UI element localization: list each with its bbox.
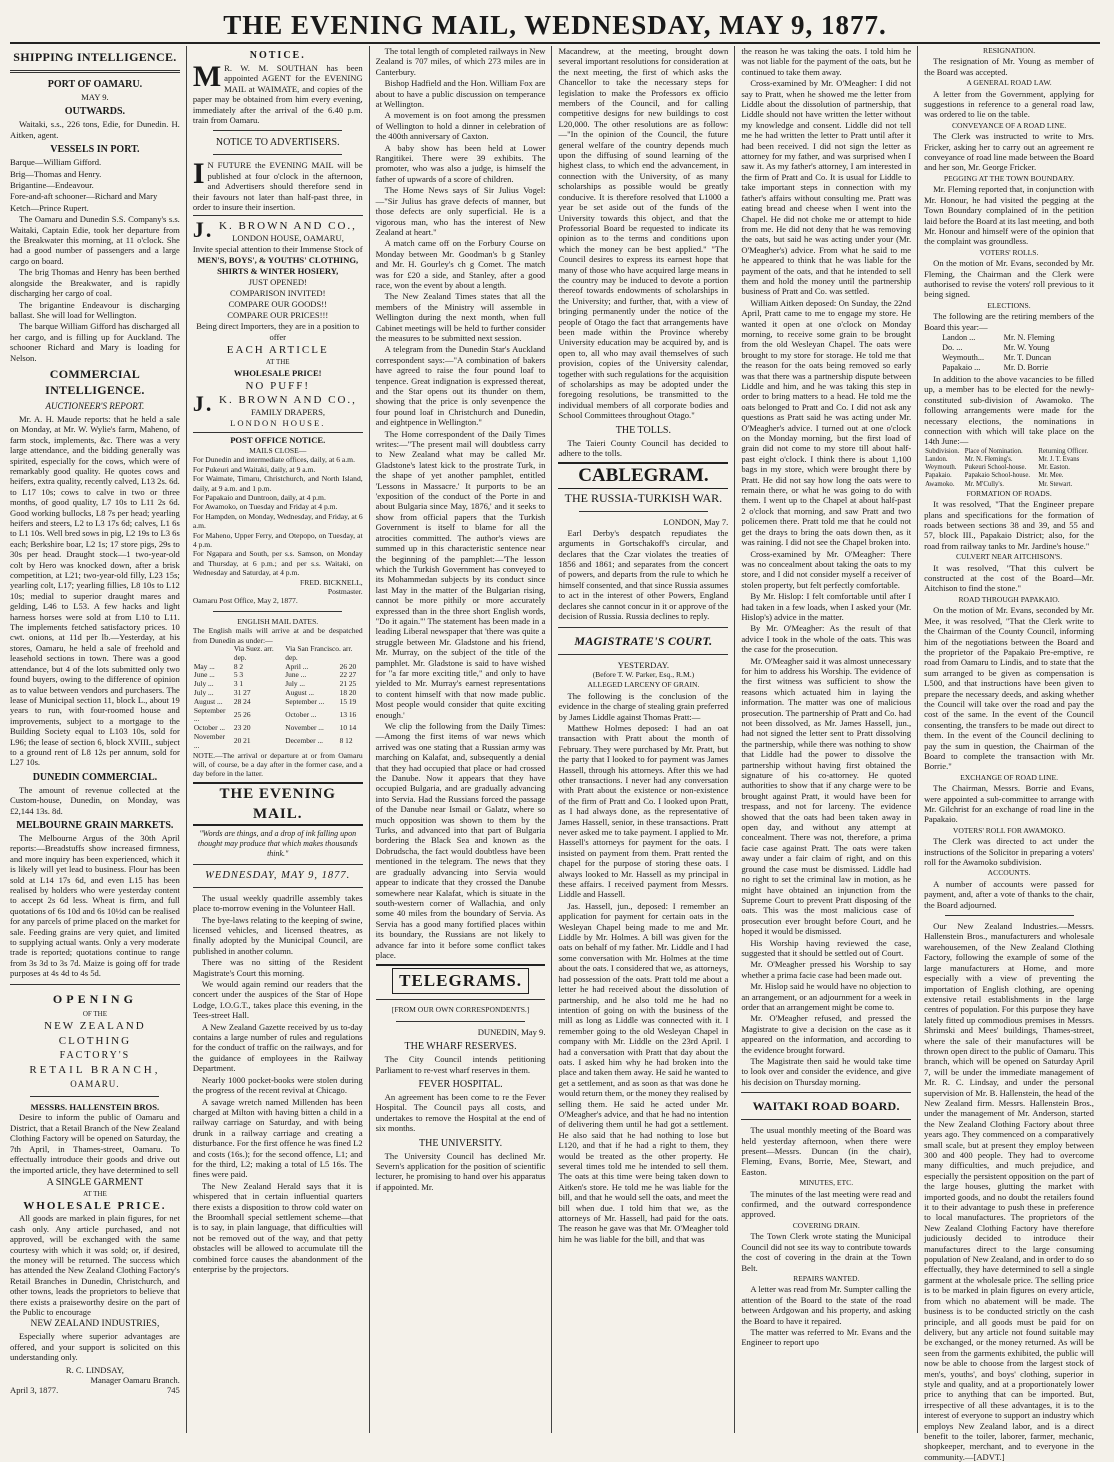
column-4 [551,46,734,1433]
dunedin-commercial-text: The amount of revenue collected at the Custom-house, Dunedin, on Monday, was £2,144 13s. 8d. [10,784,180,816]
retiring-members-table [941,333,1077,373]
awamoko-text: The Clerk was directed to act under the instructions of the Solicitor in preparing a voters' roll for the Awamoko subdivision. [924,836,1094,868]
elections-text: The following are the retiring members of the Board this year:— [924,311,1094,332]
table-cell: Papakaio School-house. [964,472,1031,480]
table-header-row [924,448,1094,456]
ad-number: 745 [166,1385,180,1396]
single-garment: A SINGLE GARMENT [46,1176,144,1188]
evening-mail-quote: "Words are things, and a drop of ink falling upon thought may produce that which makes thousands think." [197,828,358,858]
table-header: Subdivision. [925,447,960,455]
news-paragraph: The usual weekly quadrille assembly takes place to-morrow evening in the Volunteer Hall. [192,892,363,914]
table-cell: Landon. [925,456,948,464]
table-cell: 26 20 [339,661,357,671]
column-5 [734,46,917,1433]
auctioneer-heading: AUCTIONEER'S REPORT. [45,400,145,411]
table-cell: Do. ... [942,342,963,352]
resignation-heading: RESIGNATION. [983,46,1036,55]
shipping-paragraph: The brig Thomas and Henry has been berthed alongside the Breakwater, and is rapidly discharging her cargo of coal. [10,267,180,299]
wharf-text: The City Council intends petitioning Parliament to re-vest wharf reserves in them. [375,1054,546,1075]
wharf-heading: THE WHARF RESERVES. [404,1041,517,1053]
table-cell: 22 27 [339,670,357,680]
papakaio-text: On the motion of Mr. Evans, seconded by Mr. Mee, it was resolved, "That the Clerk write to the Chairman of the County Council, informing him of the negotiations between the Board and the proprietor of the Papakaio Pre-emptive, re road from Oamaru to Lindis, and to state that the sum arranged to be given as compensation is L500, and that instructions have been given to prepare the necessary deeds, and asking whether the Council will take over the road and pay the cost of the same. In the event of the Council consenting, the transfers to be made out direct to them. In the event of the Council declining to pay the sum in question, the Chairman of the Board to complete the transaction with Mr. Borrie." [924,605,1094,772]
brown-line: JUST OPENED! [248,277,307,288]
table-row [193,663,363,672]
table-cell: 20 21 [233,736,251,746]
table-row [941,343,1077,353]
brown-line: EACH ARTICLE [226,344,329,357]
news-paragraph: The New Zealand Times states that all the members of the Ministry will assemble in Wellington during the next month, when full Cabinet meetings will be held to further consider the measures to be submitted next session. [375,291,546,343]
table-header-row [193,645,363,663]
mail-item: For Waimate, Timaru, Christchurch, and North Island, daily, at 9 a.m. and 1 p.m. [192,474,363,493]
table-cell: Awamoko. [925,480,955,488]
table-cell: Landon ... [942,332,976,342]
table-cell: 8 2 [233,661,244,671]
war-heading: THE RUSSIA-TURKISH WAR. [564,491,723,506]
polling-table [924,448,1094,489]
accounts-heading: ACCOUNTS. [987,868,1031,878]
court-paragraph: Cross-examined by Mr. O'Meagher: There was no concealment about taking the oats to my store, and I did not consider myself a receiver of stolen property, but felt perfectly comfortable. [741,548,912,590]
mails-close: MAILS CLOSE— [249,445,307,455]
brown-line: COMPARE OUR GOODS!! [228,299,327,310]
opening-line: RETAIL BRANCH, [29,1064,161,1077]
table-cell: September ... [285,696,325,706]
exchange-text: The Chairman, Messrs. Borrie and Evans, were appointed a sub-committee to arrange with Mr. Gilchrist for an exchange of road line in the Papakaio. [924,783,1094,825]
brown-line: COMPARISON INVITED! [230,288,326,299]
table-cell: April ... [285,661,309,671]
exchange-heading: EXCHANGE OF ROAD LINE. [960,772,1058,782]
wholesale-price: WHOLESALE PRICE. [23,1200,167,1213]
mail-dates [193,617,363,645]
vessel-item: Ketch—Prince Rupert. [10,202,89,213]
fever-heading: FEVER HOSPITAL. [418,1078,503,1090]
brown-line: Invite special attention to their Immense Stock of [192,244,363,255]
table-cell: November ... [285,723,324,733]
mail-item: For Awamoko, on Tuesday and Friday at 4 p.m. [192,502,338,512]
table-cell: Mr. Mee. [1038,472,1064,480]
notice-heading: NOTICE. [249,50,306,61]
brown-line: AT THE [265,358,290,367]
table-cell: Papakaio ... [942,362,981,372]
mail-item: For Ngapara and South, per s.s. Samson, on Monday and Thursday, at 6 p.m.; and per s.s. Waitaki, on Wednesday and Saturday, at 4 p.m. [192,549,363,578]
university-text: The University Council has declined Mr. Severn's application for the position of scientific lecturer, he promising to hand over his apparatus if appointed. Mr. [375,1150,546,1192]
brown-line: LONDON HOUSE, OAMARU, [232,233,344,244]
column-1 [10,46,186,1433]
table-cell: 5 3 [233,670,244,680]
table-cell: October ... [193,723,226,733]
table-cell: Weymouth. [925,464,957,472]
court-subheading: YESTERDAY. [617,659,670,670]
court-paragraph: William Aitken deposed: On Sunday, the 22nd April, Pratt came to me to engage my store. He wanted it open at one o'clock on Monday morning, to receive some grain to be brought from the old Wesleyan Chapel. The oats were brought to my store for storage. He told me that the reason for the oats being removed so early was that there was a partnership dispute between Liddle and him, and he was taking this step in order to bring matters to a head. He told me the oats belonged to Pratt and Co. I did not ask any questions as Pratt said he was acting under Mr. O'Meagher's advice. I turned out at one o'clock on the Monday morning, but the first load of grain did not come to my store till about half-past eight o'clock. I think there is about 1,100 bags in my store, which were brought there by Pratt. He did not say how long the oats were to remain there, or what he was going to do with them. I went up to the Chapel at about half-past 2 o'clock that morning, and saw Pratt and two policemen there. Pratt told me that he could not get the drays to bring the oats down then, as it was raining. I did not see the Chapel broken into. [741,297,912,548]
court-paragraph: The following is the conclusion of the evidence in the charge of stealing grain preferred by James Liddle against Thomas Pratt:— [558,690,729,722]
hallenstein-heading: MESSRS. HALLENSTEIN BROS. [30,1102,160,1113]
mail-item: For Hampden, on Monday, Wednesday, and Friday, at 6 a.m. [192,511,363,531]
drain-heading: COVERING DRAIN. [792,1220,860,1230]
brown-line: FAMILY DRAPERS, [250,407,326,418]
ad-date: April 3, 1877. [10,1385,59,1396]
outwards-text: Waitaki, s.s., 226 tons, Edie, for Dunedin. H. Aitken, agent. [10,119,180,140]
court-paragraph: Mr. O'Meagher pressed his Worship to say whether a prima facie case had been made out. [741,959,912,980]
conveyance-text: The Clerk was instructed to write to Mrs. Fricker, asking her to carry out an agreement re conveyance of road line made between the Board and her son, Mr. George Fricker. [924,131,1094,173]
news-paragraph: A telegram from the Dunedin Star's Auckland correspondent says:—"A combination of bakers have agreed to raise the four pound loaf to tenpence. Great indignation is expressed thereat, and the Star opens out its thunder on them, showing that the price is only sevenpence the four pound loaf in Christchurch and Dunedin, and eightpence in Wellington." [375,344,546,428]
formation-text: It was resolved, "That the Engineer prepare plans and specifications for the formation of roads between sections 38 and 39, and 55 and 57, block III., Papakaio District; also, for the road from railway tanks to Mr. Jardine's house." [924,499,1094,551]
divider [10,70,180,73]
repairs-text: A letter was read from Mr. Sumpter calling the attention of the Board to the state of the road between Ardgowan and his property, and asking the Board to have it repaired. [741,1284,912,1326]
news-paragraph: Bishop Hadfield and the Hon. William Fox are about to have a public discussion on temperance at Wellington. [375,78,546,110]
vessel-item: Brig—Thomas and Henry. [10,168,102,179]
table-row [193,680,363,689]
divider [213,611,342,612]
court-paragraph: Jas. Hassell, jun., deposed: I remember an application for payment for certain oats in the Wesleyan Chapel being made to me and Mr. Liddle by Mr. Holmes. A bill was given for the oats on behalf of my father. Mr. Liddle and I had some conversation with Mr. Holmes at the time about the oats. I considered that we, as attorneys, had possession of the oats. Pratt told me about a letter he had received about the dissolution of partnership, and he also told me he had no intention of going on with the business of the mill as long as Liddle was connected with it. I remember going to the old Wesleyan Chapel in company with Mr. Liddle on the 23rd April. I had a conversation with Pratt that day about the oats. I asked him why he had broken into the place and taken them away. He said he wanted to get a settlement, and as soon as that was done he would return them, or the money they realised by selling them. He said he acted under Mr. O'Meagher's advice, and that he had no intention of delivering them until he had got a settlement. He also said that he had nothing to lose but L120, and that if he had a right to them, they would be treated as the other property. He several times told me he intended to sell them. The oats at this time were being taken down to Aitken's store. He told me he was liable for the bill, and that he would sell the oats, and meet the bill when due. I told him that we, as the attorneys of Mr. Hassell, had paid for the oats. The reason he gave was that Mr. O'Meagher told him he was liable for the bill, and that was [558,900,729,1244]
news-paragraph: A New Zealand Gazette received by us to-day contains a large number of rules and regulations for the conduct of traffic on the railways, and for the guidance of employees in the Railway Department. [192,1021,363,1074]
repairs-heading: REPAIRS WANTED. [793,1273,860,1283]
news-paragraph: A savage wretch named Millenden has been charged at Milton with having bitten a child in a railway carriage on Saturday, and with being drunk in a railway carriage and creating a disturbance. For the first offence he was fined L2 and costs (16s.); for the second offence, L1; and for the third, L2; making a total of L5 16s. The fines were paid. [192,1096,363,1180]
table-cell: Mr. J. T. Evans [1038,456,1080,464]
ad-signature: R. C. LINDSAY, [65,1364,124,1375]
table-row [924,472,1094,480]
shipping-paragraph: The Oamaru and Dunedin S.S. Company's s.s. Waitaki, Captain Edie, took her departure from the Breakwater this morning, at 11 o'clock. She had a good number of passengers and a large cargo on board. [10,214,180,266]
news-paragraph: There was no sitting of the Resident Magistrate's Court this morning. [192,957,363,978]
mail-dates-body [193,663,363,751]
column-6 [917,46,1100,1462]
court-paragraph: the reason he was taking the oats. I told him he was not liable for the payment of the oats, but he continued to take them away. [741,46,912,77]
drain-text: The Town Clerk wrote stating the Municipal Council did not see its way to contribute towards the cost of covering in the drain at the Town Belt. [741,1231,912,1273]
tolls-text: The Taieri County Council has decided to adhere to the tolls. [558,437,729,459]
news-paragraph: Nearly 1000 pocket-books were stolen during the progress of the recent revival at Chicago. [192,1074,363,1096]
vessels-heading: VESSELS IN PORT. [50,144,140,156]
postmaster-name: FRED. BICKNELL, [300,577,363,587]
superior-text: Especially where superior advantages are offered, and your support is solicited on this understanding only. [10,1331,180,1363]
table-cell: 21 25 [339,679,357,689]
table-cell: 8 12 [339,736,353,746]
advertisers-heading: NOTICE TO ADVERTISERS. [215,137,340,149]
shipping-heading: SHIPPING INTELLIGENCE. [13,50,177,64]
grain-markets-text: The Melbourne Argus of the 30th April reports:—Breadstuffs show increased firmness, and more inquiry has been experienced, which it is likely will yet lead to business. Flour has been sold at L14 17s 6d, and even L15 has been realised by holders who were yesterday content to accept 2s 6d less. Wheat is firm, and full quotations of 6s 10d and 6s 10½d can be realised for any parcels of prime placed on the market for sale. Feeding grains are very quiet, and limited to supplying actual wants. Only a very moderate trade is reported; quotations continue to range from 3s 3d to 3s 7d. Maize is going off for trade purposes at 4s 4d to 4s 5d. [10,832,180,979]
table-cell: 10 14 [339,723,357,733]
table-cell: Mr. M'Cully's. [964,480,1004,488]
table-cell: Mr. T. Duncan [1003,352,1052,362]
table-row [193,733,363,751]
table-cell: Mr. W. Young [1003,342,1050,352]
brown-advertisement [193,215,363,433]
table-cell: July ... [193,687,214,697]
court-before: (Before T. W. Parker, Esq., R.M.) [592,669,695,679]
mail-item: For Papakaio and Duntroon, daily, at 4 p.m. [192,492,326,502]
news-paragraph: We would again remind our readers that the concert under the auspices of the Star of Hope Lodge, I.O.G.T., takes place this evening, in the Tees-street Hall. [192,979,363,1021]
divider [579,511,708,512]
hallenstein-text: Desire to inform the public of Oamaru and District, that a Retail Branch of the New Zealand Clothing Factory will be opened on Saturday, the 7th April, in Thames-street, Oamaru. To effectually introduce their goods and drive out the imported article, they have determined to sell [10,1112,180,1175]
outwards-heading: OUTWARDS. [64,106,126,118]
court-paragraph: The Magistrate then said he would take time to look over and consider the evidence, and give his decision on Thursday morning. [741,1056,912,1087]
table-cell: November ... [193,731,226,750]
court-paragraph: Cross-examined by Mr. O'Meagher: I did not say to Pratt, when he showed me the letter from Liddle about the dissolution of partnership, that Liddle should not have written the letter without my knowledge and consent. Liddle did not tell me he had written the letter to Pratt until after it had been received. I did not sign the letter as attorney for my father, and was surprised when I saw it. As my father's attorney, I am interested in the firm of Pratt and Co. It is usual for Liddle to take important steps in connection with my father's affairs without consulting me. Pratt was eating bread and cheese when I went into the Chapel. He did not choke me or attempt to hide from me. He did not deny that he was removing the oats, but said he was acting under your (Mr. O'Meagher's) advice. From what he said to me he appeared to think that he was liable for the payment of the oats, and that he intended to sell them and hold the money until the partnership business of Pratt and Co. was settled. [741,78,912,297]
nz-industries: NEW ZEALAND INDUSTRIES, [30,1319,160,1330]
minutes-heading: MINUTES, ETC. [799,1178,854,1188]
commercial-heading: COMMERCIAL INTELLIGENCE. [45,366,145,397]
postmaster-role: Postmaster. [327,586,363,596]
table-cell: July ... [193,679,214,689]
voters-heading: VOTERS' ROLLS. [979,247,1039,257]
table-cell: October ... [285,709,317,719]
vessel-item: Fore-and-aft schooner—Richard and Mary [10,191,158,202]
road-law-text: A letter from the Government, applying for suggestions in reference to a general road law, was ordered to lie on the table. [924,88,1094,120]
table-cell: Papakaio. [925,472,952,480]
table-cell: Pukeuri School-house. [964,464,1027,472]
news-paragraph: The bye-laws relating to the keeping of swine, licensed vehicles, and licensed theatres, as finally adopted by the Municipal Council, are published in another column. [192,914,363,956]
news-paragraph: The Home News says of Sir Julius Vogel:—"Sir Julius has grave defects of manner, but those defects are only superficial. He is a vigorous man, who has the interest of New Zealand at heart." [375,185,546,237]
repairs-text: The matter was referred to Mr. Evans and the Engineer to report upo [741,1326,912,1348]
table-header: Via Suez. arr. dep. [233,644,274,662]
formation-heading: FORMATION OF ROADS. [966,488,1052,498]
ad-footer [10,1385,180,1395]
brown-line: NO PUFF! [245,380,311,393]
shipping-paragraph: The brigantine Endeavour is discharging ballast. She will load for Wellington. [10,299,180,320]
table-header: Place of Nomination. [964,447,1023,455]
court-heading: MAGISTRATE'S COURT. [574,633,713,648]
brown-line: SHIRTS & WINTER HOSIERY, [217,266,339,277]
table-row [193,707,363,725]
table-cell: August ... [193,696,223,706]
auctioneer-report: Mr. A. H. Maude reports: that he held a sale on Monday, at Mr. W. Wylie's farm, Maheno, of farm stock, implements, &c. There was a very large attendance, and the bidding generally was spirited, especially for the cows, which were of remarkably good quality. He quotes cows and heifers, extra quality, recently calved, L13 2s. 6d. to L17 10s; cows to calve in two or three months, of good quality, L7 10s to L11 2s 6d. Good working bullocks, L8 7s per head; yearling heifers and steers, L2 to L3 17s 6d; calves, L1 6s to L1 10s. Well bred sows in pig, L2 19s to L3 6s each; Berkshire boar, L2 1s; 17 store pigs, 29s to 30s per head. Draught stock—1 two-year-old colt by Hero was knocked down, after a brisk competition, at L21; two-year-old filly, L23 15s; yearling colt, L17; yearling fillies, L8 10s to L12 10s; medial to superior draught mares and gelding, L46 to L53. A few hacks and light harness horses were sold at from L10 to L11. The implements fetched satisfactory prices. 10 cwt. onions, at 11d per lb.—Yesterday, at his stores, Oamaru, he held a sale of freehold and leasehold sections in town. There was a good attendance, but 4 of the lots submitted only two found buyers, owing to the difference of opinion as to value between vendors and purchasers. The lease of Municipal section 11, block L., about 19 years to run, with four-roomed house and improvements, subject to a mortgage to the Building Society equal to L103 10s, sold for L96; the lease of section 6, block XVIII., subject to a ground rent of L8 12s per annum, sold for L27 10s. [10,413,180,768]
brown-name: J. K. BROWN AND CO., [192,217,357,243]
accounts-text: A number of accounts were passed for payment, and, after a vote of thanks to the chair, the Board adjourned. [924,878,1094,910]
opening-line: FACTORY'S [59,1050,131,1062]
industries-text: Our New Zealand Industries.—Messrs. Hallenstein Bros., manufacturers and wholesale warehousemen, of the New Zealand Clothing Factory, following the example of some of the large manufacturers at Home, and more especially with a view of preventing the importation of English clothing, are opening extensive retail establishments in the large centres of population. For this purpose they have lately fitted up commodious premises in Messrs. Shrimski and Mees' buildings, Thames-street, where the sale of their manufactures will be thrown open direct to the public of Oamaru. This branch, which will be opened on Saturday April 7, will be under the immediate management of Mr. R. C. Lindsay, and under the personal supervision of Mr. B. Hallenstein, the head of the New Zealand firm. Messrs. Hallenstein Bros., under the management of Mr. Anderson, started the New Zealand Clothing Factory about three years ago. They commenced on a comparatively small scale, but at present they employ between 300 and 400 people. They had to overcome many difficulties, and much prejudice, and especially the persistent opposition on the part of the large houses, glutting the market with imported goods, and no doubt the retailers found it to their advantage to push these in preference to local manufactures. The proprietors of the New Zealand Clothing Factory have therefore judiciously decided to introduce their manufactures direct to the large consuming population of New Zealand, and in order to do so effectually, they have determined to sell a single garment at the wholesale price. The selling price is to be marked in plain figures on every article, from which no abatement will be made. The business is to be conducted strictly on the cash principle, and all goods must be paid for on delivery, but any article not found suitable may be exchanged, or the money returned. As will be seen from the garments exhibited, the public will now be able to choose from the largest stock of men's, youths', and boys' clothing, superior in style and quality, and at a proportionately lower price to anything that can be imported. But, irrespective of all these advantages, it is to the interest of everyone to support an industry which employs New Zealand labor, and is a direct benefit to the toiler, laborer, farmer, mechanic, shopkeeper, merchant, and to everyone in the community.—[ADVT.] [924,921,1094,1462]
news-paragraph: A match came off on the Forbury Course on Monday between Mr. Goodman's b g Stanley and Mr. H. Gourley's ch g Comet. The match was for £20 a side, and Stanley, after a good race, won the event by about a length. [375,238,546,290]
divider [213,154,342,155]
post-office-notice [193,436,363,605]
voters-text: On the motion of Mr. Evans, seconded by Mr. Fleming, the Chairman and the Clerk were authorised to revise the voters' roll previous to it being signed. [924,258,1094,300]
notice-text: M R. W. M. SOUTHAN has been appointed AGENT for the EVENING MAIL at WAIMATE, and copies of the paper may be obtained from him every evening, immediately after the arrival of the 6.40 p.m. train from Oamaru. [192,60,363,126]
grain-markets-heading: MELBOURNE GRAIN MARKETS. [16,819,174,831]
polling-body [924,456,1094,489]
news-paragraph: A baby show has been held at Lower Rangitikei. There were 39 exhibits. The promoter, who was also a judge, is himself the father of upwards of a score of children. [375,142,546,184]
masthead: THE EVENING MAIL, WEDNESDAY, MAY 9, 1877. [10,8,1100,44]
post-office-heading: POST OFFICE NOTICE. [230,435,326,446]
opening-line: NEW ZEALAND CLOTHING [44,1020,146,1048]
table-cell: July ... [285,679,305,689]
divider [10,984,180,985]
news-paragraph: The total length of completed railways in New Zealand is 707 miles, of which 273 miles are in Canterbury. [375,46,546,77]
table-row [941,363,1077,373]
mail-dates-note: The English mails will arrive at and be despatched from Dunedin as under:— [192,626,363,645]
table-cell: 3 1 [233,679,244,689]
road-board-intro: The usual monthly meeting of the Board was held yesterday afternoon, when there were present—Messrs. Duncan (in the chair), Fleming, Evans, Borrie, Mee, Stewart, and Easton. [741,1125,912,1177]
table-cell: Mr. D. Borrie [1003,362,1049,372]
brown-line: WHOLESALE PRICE! [233,368,322,379]
divider [741,1092,911,1093]
port-date: MAY 9. [81,92,109,102]
divider [376,999,546,1000]
table-cell: 13 16 [339,709,357,719]
divider [30,1096,159,1097]
court-paragraph: His Worship having reviewed the case, suggested that it should be settled out of Court. [741,937,912,958]
opening-line: OAMARU. [70,1079,120,1090]
brown-line: LONDON HOUSE. [230,418,326,429]
war-dateline: LONDON, May 7. [663,517,729,528]
table-row [924,456,1094,464]
table-cell: 25 26 [233,709,251,719]
telegrams-dateline: DUNEDIN, May 9. [477,1026,546,1037]
brown-name: J. K. BROWN AND CO., [192,391,357,417]
table-cell: September ... [193,705,226,724]
opening-of: OF THE [82,1009,107,1018]
minutes-text: The minutes of the last meeting were read and confirmed, and the outward correspondence approved. [741,1188,912,1220]
pegging-text: Mr. Fleming reported that, in conjunction with Mr. Honour, he had visited the pegging at the Town Boundary complained of in the petition laid before the Board at its last meeting, and both Mr. Honour and himself were of the opinion that the complaint was groundless. [924,184,1094,247]
table-cell: 31 27 [233,687,251,697]
court-case: ALLEGED LARCENY OF GRAIN. [587,680,700,690]
column-2 [186,46,369,1433]
table-header [193,645,233,663]
at-the: AT THE [83,1189,107,1198]
table-cell: August ... [285,687,315,697]
table-cell: Mr. N. Fleming's. [964,456,1013,464]
table-cell: June ... [285,670,307,680]
resignation-text: The resignation of Mr. Young as member of the Board was accepted. [924,56,1094,77]
table-row [941,333,1077,343]
issue-date: WEDNESDAY, MAY 9, 1877. [205,869,351,881]
divider [558,627,728,628]
port-heading: PORT OF OAMARU. [47,79,143,90]
news-paragraph: The New Zealand Herald says that it is whispered that in certain influential quarters there exists a disposition to throw cold water on the Broomhall special settlement scheme—that is to say, in plain language, that difficulties will not be removed out of the way, and that petty obstacles will be allowed to accumulate till the combined force causes the abandonment of the enterprise by the projectors. [192,1180,363,1274]
mail-dates-table [193,645,363,751]
divider [213,130,342,131]
brown-line: Being direct Importers, they are in a position to offer [196,321,360,343]
court-paragraph: Mr. O'Meagher refused, and pressed the Magistrate to give a decision on the case as it appeared on the information, and according to the evidence brought forward. [741,1013,912,1055]
court-paragraph: By Mr. Hislop: I felt comfortable until after I had taken in a few loads, when I asked your (Mr. Hislop's) advice in the matter. [741,591,912,622]
elections-text: In addition to the above vacancies to be filled up, a member has to be elected for the newly-constituted sub-division of Awamoko. The following arrangements were made for the necessary elections, the nominations in connection with which will take place on the 14th June:— [924,373,1094,447]
mail-dates-footnote: NOTE.—The arrival or departure at or from Oamaru will, of course, be a day after in the former case, and a day before in the latter. [192,750,363,779]
conveyance-heading: CONVEYANCE OF A ROAD LINE. [951,120,1067,130]
telegrams-subheading: [FROM OUR OWN CORRESPONDENTS.] [391,1005,530,1015]
court-paragraph: Mr. Hislop said he would have no objection to an arrangement, or an adjournment for a week in order that an arrangement might be come to. [741,981,912,1012]
court-paragraph: Matthew Holmes deposed: I had an oat transaction with Pratt about the month of February. They were purchased by Mr. Pratt, but the party that I looked to for payment was James Hassell, through his attorneys. After this we had other transactions. I never had any conversation with Pratt about the existence or non-existence of the firm of Pratt and Co. I looked upon Pratt, as I had always done, as the representative of James Hassell, senior, in these transactions. Pratt never asked me to take payment. I applied to Mr. Hassell's attorneys for payment for the oats. I insisted on payment from them. Pratt rented the chapel for the purpose of storing these oats. I always looked to Mr. Hassell as my principal in these affairs. I received payment from Messrs. Liddle and Hassell. [558,722,729,900]
divider [396,1021,525,1022]
table-row [924,481,1094,489]
table-cell: May ... [193,661,215,671]
table-header: Returning Officer. [1038,447,1089,455]
table-cell: December ... [285,736,324,746]
divider [193,887,363,888]
advertisers-initial: I [192,157,205,191]
table-cell: Mr. Easton. [1038,464,1070,472]
divider [558,654,728,655]
culvert-text: It was resolved, "That this culvert be constructed at the cost of the Board—Mr. Aitchison to find the stone." [924,562,1094,594]
divider [945,915,1074,916]
brown-line: COMPARE OUR PRICES!!! [227,310,329,321]
divider [741,1119,911,1120]
news-paragraph: Macandrew, at the meeting, brought down several important resolutions for consideration at the next meeting, the first of which asks the Chancellor to take the necessary steps for legislation to make the Professors ex officio members of the Council, and for calling competitive designs for new buildings to cost L20,000. The other resolutions are as follow:—"In the opinion of the Council, the future general welfare of the country depends much upon the diffusing of sound learning of the highest class, to which end the advancement, in connection with the University, of as many scholarships as possible would be greatly conducive. It is therefore resolved that L1000 a year be set aside out of the funds of the University towards this object, and that the Professorial Board be requested to indicate its opinion as to the terms and conditions upon which the money can be best applied." "The Council desires to express its earnest hope that many of those who have acquired large means in the country may be induced to devote a portion thereof towards endowments of scholarships in the University; and further, that, with a view of bringing permanently under the notice of the people of Otago the fact that arrangements have been made within the Province whereby University education may be acquired by, and is open to, all who may avail themselves of such provision, copies of the University calendar, together with such regulations for the acquisition of scholarships as may be adopted under the foregoing resolutions, be transmitted to the individual members of all corporate bodies and School Committees throughout Otago." [558,46,729,421]
mail-item: For Pukeuri and Waitaki, daily, at 9 a.m. [192,464,316,474]
table-row [193,671,363,680]
court-paragraph: By Mr. O'Meagher: As the result of that advice I took in the whole of the oats. This was the case for the prosecution. [741,623,912,655]
table-cell: June ... [193,670,215,680]
papakaio-heading: ROAD THROUGH PAPAKAIO. [958,594,1060,604]
cablegram-heading: CABLEGRAM. [558,462,728,489]
columns [10,46,1100,1462]
table-cell: Mr. N. Fleming [1003,332,1055,342]
advertisers-text: I N FUTURE the EVENING MAIL will be published at four o'clock in the afternoon, and Advertisers should therefore send in their favours not later than half-past three, in order to insure their insertion. [192,157,363,213]
goods-text: All goods are marked in plain figures, for net cash only. Any article purchased, and not approved, will be exchanged with the same courtesy with which it was sold; or, if desired, the money will be returned. The success which has attended the New Zealand Clothing Factory's Retail Branches in Dunedin, Christchurch, and other towns, leads the proprietors to believe that there exists a praiseworthy desire on the part of the Public to encourage [10,1213,180,1317]
news-paragraph: The Home correspondent of the Daily Times writes:—"The present mail will doubtless carry to New Zealand what may be called Mr. Gladstone's latest kick to the prostrate Turk, in the shape of yet another pamphlet, entitled 'Lessons in Massacre.' It purports to be an 'exposition of the conduct of the Porte in and about Bulgaria since May, 1876,' and it seeks to show from official papers that the Turkish Government is itself to blame for all the atrocities committed. The author's views are summed up in this characteristic sentence near the beginning of the pamphlet:—'The lesson which the Turkish Government has conveyed to its Mohammedan subjects by its conduct since last May in the matter of the Bulgarian rising, cannot be more pithily or more accurately expressed than in the three short English words, "Do it again."' The statement has been made in a leading Liberal newspaper that 'there was quite a struggle between Mr. Gladstone and his friend, Mr. Murray, on the subject of the title of the pamphlet. Mr. Gladstone is said to have wished for "a far more exciting title," and only to have yielded to Mr. Murray's earnest representations to content himself with that now made public. Most people would consider that quite exciting enough.' [375,428,546,720]
vessel-item: Barque—William Gifford. [10,157,102,168]
table-cell: Mr. Stewart. [1038,480,1073,488]
table-header: Via San Francisco. arr. dep. [285,644,353,662]
opening-heading: OPENING [52,991,137,1006]
mail-item: For Dunedin and intermediate offices, daily, at 6 a.m. [192,455,355,465]
news-paragraph: We clip the following from the Daily Times:—Among the first items of war news which arrived was one stating that a Russian army was marching on Kalafat, and, subsequently a denial that they had occupied that place or had crossed the Danube. Now it appears that they have occupied Bulgaria, and are gradually advancing into Servia. Had the Russians forced the passage of the Danube near Ismail or Galatz, where so much opposition was shown to them by the Turks, and advanced into that part of Bulgaria bordering the Black Sea and known as the Dobrudscha, the fact would doubtless have been mentioned in the telegram. The news that they are gradually advancing into Servia would appear to indicate that they crossed the Danube somewhere near Kalafat, which is situate in the south-western corner of Wallachia, and only some 40 miles from the boundary of Servia. As Servia has a good many fortified places within its boundary, the Russians are not likely to advance far into it before some conflict takes place. [375,721,546,960]
pegging-heading: PEGGING AT THE TOWN BOUNDARY. [943,173,1075,183]
dunedin-commercial-heading: DUNEDIN COMMERCIAL. [32,771,158,783]
divider [193,864,363,865]
ad-signature-role: Manager Oamaru Branch. [90,1375,180,1385]
table-cell: 18 20 [339,687,357,697]
news-paragraph: A movement is on foot among the pressmen of Wellington to hold a dinner in celebration of the 400th anniversary of Caxton. [375,110,546,142]
elections-heading: ELECTIONS. [987,300,1031,310]
mail-item: For Maheno, Upper Ferry, and Otepopo, on Tuesday, at 4 p.m. [192,530,363,549]
mail-dates-heading: ENGLISH MAIL DATES. [237,616,319,626]
telegrams-heading: TELEGRAMS. [376,964,546,994]
notice-initial: M [192,60,222,93]
awamoko-heading: VOTERS' ROLL FOR AWAMOKO. [952,825,1066,835]
table-cell: 15 19 [339,696,357,706]
table-cell: 23 20 [233,723,251,733]
table-cell: 28 24 [233,696,251,706]
tolls-heading: THE TOLLS. [615,424,671,436]
brown-line: MEN'S, BOYS', & YOUTHS' CLOTHING, [197,255,359,266]
table-row [941,353,1077,363]
culvert-heading: CULVERT NEAR AITCHISON'S. [955,552,1063,562]
evening-mail-banner: THE EVENING MAIL. [193,782,363,826]
table-cell: Weymouth... [942,352,984,362]
court-paragraph: Mr. O'Meagher said it was almost unnecessary for him to address his Worship. The evidence of the first witness was sufficient to show the reasons which actuated him in laying the information. The matter was one of malicious prosecution. The partnership of Pratt and Co. had not been dissolved, as Mr. James Hassell, jun., had not signed the letter sent to Pratt dissolving the partnership, while there was nothing to show that Liddle had the power to dissolve the partnership without having first obtained the signature of his co-attorney. He quoted authorities to show that if any charge were to be brought against Pratt, it would have been for trespass, and not for larceny. The evidence showed that the oats had been taken away in open day, and without any attempt at concealment. There was not, therefore, a prima facie case against Pratt. The oats were taken away under a fair claim of right, and on this ground the case must be dismissed. Liddle had no right to set the criminal law in motion, as he might have obtained an injunction from the Supreme Court to prevent Pratt disposing of the oats. This was the most malicious case of prosecution ever brought before Court, and he hoped it would be dismissed. [741,655,912,937]
retiring-members-body [941,333,1077,373]
university-heading: THE UNIVERSITY. [418,1137,503,1149]
war-text: Earl Derby's despatch repudiates the arguments in Gortschakoff's circular, and declares that the Czar violates the treaties of 1856 and 1861; and separates from the concert of powers, and departs from the rule to which he himself consented, and that since Russia assumes to act in the interest of other Powers, England declares she cannot concur in it or approve of the decision of Russia. Russia declines to reply. [558,527,729,622]
shipping-paragraph: The barque William Gifford has discharged all her cargo, and is filling up for Auckland. The schooner Richard and Mary is loading for Nelson. [10,321,180,363]
road-law-heading: A GENERAL ROAD LAW. [966,78,1052,88]
column-3 [369,46,552,1433]
vessel-item: Brigantine—Endeavour. [10,180,94,191]
road-board-heading: WAITAKI ROAD BOARD. [752,1099,900,1114]
post-office-date: Oamaru Post Office, May 2, 1877. [192,596,298,606]
fever-text: An agreement has been come to re the Fever Hospital. The Council pays all costs, and undertakes to remove the Hospital at the end of six months. [375,1091,546,1134]
table-row [924,464,1094,472]
